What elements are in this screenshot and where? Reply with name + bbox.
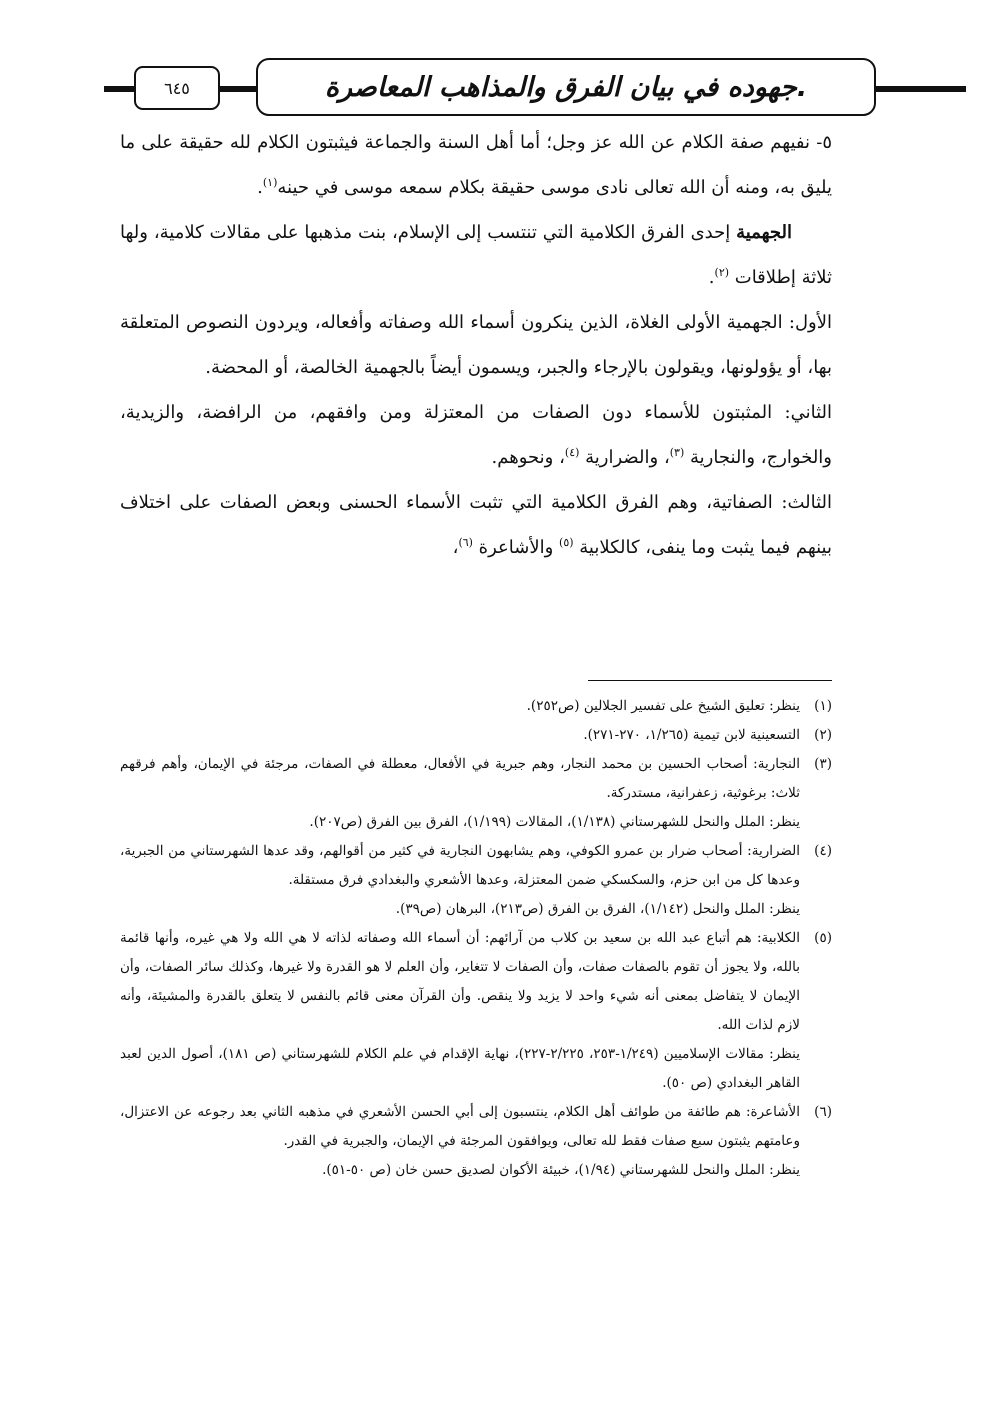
paragraph-5: [120, 480, 832, 570]
paragraph-5-lead: الثالث:: [781, 492, 832, 513]
footnote-body: [120, 692, 800, 721]
footnote-number: (٤): [814, 843, 832, 859]
footnote-body: [120, 750, 800, 837]
footnote-ref: (٥): [559, 536, 574, 549]
paragraph-3-text: الجهمية الأولى الغلاة، الذين ينكرون أسماء الله وصفاته وأفعاله، ويردون النصوص المتعلقة بها، أو يؤولونها، ويقولون بالإرجاء والجبر، ويسمون أيضاً بالجهمية الخالصة، أو المحضة.: [120, 312, 832, 378]
paragraph-2-text: إحدى الفرق الكلامية التي تنتسب إلى الإسلام، بنت مذهبها على مقالات كلامية، ولها ثلاثة إطلاقات: [120, 222, 832, 288]
paragraph-1-text: ٥- نفيهم صفة الكلام عن الله عز وجل؛ أما أهل السنة والجماعة فيثبتون الكلام لله حقيقة على ما يليق به، ومنه أن الله تعالى نادى موسى حقيقة بكلام سمعه موسى في حينه: [120, 132, 832, 198]
footnote-line: الكلابية: هم أتباع عبد الله بن سعيد بن كلاب من آرائهم: أن أسماء الله وصفاته لذاته لا هي الله ولا هي غيره، وأنها قائمة بالله، ولا يجوز أن تقوم بالصفات صفات، وأن الصفات لا تتغاير، وأن العلم لا هو القدرة ولا غيرها، وكذلك سائر الصفات، وأن الإيمان لا يتفاضل بمعنى أنه شيء واحد لا يزيد ولا ينقص. وأن القرآن معنى قائم بالنفس لا يتعلق بالقدرة والمشيئة، وأنه لازم لذات الله.: [120, 930, 800, 1033]
footnote-line: ينظر: الملل والنحل (١/١٤٢)، الفرق بن الفرق (ص٢١٣)، البرهان (ص٣٩).: [395, 901, 800, 917]
footnote-ref: (١): [262, 176, 278, 189]
footnote-line: الضرارية: أصحاب ضرار بن عمرو الكوفي، وهم يشابهون النجارية في كثير من أقوالهم، وقد عدها الشهرستاني من الجبرية، وعدها كل من ابن حزم، والسكسكي ضمن المعتزلة، وعدها الأشعري والبغدادي فرق مستقلة.: [120, 843, 800, 888]
paragraph-4-text: ، ونحوهم.: [491, 447, 565, 468]
paragraph-5-text: الصفاتية، وهم الفرق الكلامية التي تثبت الأسماء الحسنى وبعض الصفات على اختلاف بينهم فيما يثبت وما ينفى، كالكلابية: [120, 492, 832, 558]
footnotes: [120, 692, 832, 1185]
paragraph-3: [120, 300, 832, 390]
page-number: ٦٤٥: [134, 66, 220, 110]
footnote: [120, 721, 832, 750]
footnote-line: النجارية: أصحاب الحسين بن محمد النجار، وهم جبرية في الأفعال، معطلة في الصفات، مرجئة في الإيمان، وأهم فرقهم ثلاث: برغوثية، زعفرانية، مستدركة.: [120, 756, 800, 801]
paragraph-5-text: ،: [452, 537, 459, 558]
footnote-number: (٣): [814, 756, 832, 772]
footnote-line: التسعينية لابن تيمية (١/٢٦٥، ٢٧٠-٢٧١).: [583, 727, 800, 743]
footnote-number: (١): [814, 698, 832, 714]
paragraph-3-lead: الأول:: [788, 312, 832, 333]
footnote-ref: (٤): [564, 446, 580, 459]
footnote: [120, 837, 832, 924]
footnote: [120, 692, 832, 721]
footnote-body: [120, 721, 800, 750]
footnote-line: الأشاعرة: هم طائفة من طوائف أهل الكلام، ينتسبون إلى أبي الحسن الأشعري في مذهبه الثاني بعد رجوعه عن الاعتزال، وعامتهم يثبتون سبع صفات فقط لله تعالى، ويوافقون المرجئة في الإيمان، والجبرية في القدر.: [120, 1104, 800, 1149]
footnote-line: ينظر: مقالات الإسلاميين (١/٢٤٩-٢٥٣، ٢/٢٢٥-٢٢٧)، نهاية الإقدام في علم الكلام للشهرستاني (ص ١٨١)، أصول الدين لعبد القاهر البغدادي (ص ٥٠).: [120, 1046, 800, 1091]
paragraph-4-text: ، والضرارية: [579, 447, 670, 468]
footnote-body: [120, 1098, 800, 1185]
running-title: جهوده في بيان الفرق والمذاهب المعاصرة.: [256, 58, 876, 116]
footnote-ref: (٦): [458, 536, 473, 549]
paragraph-4: [120, 390, 832, 480]
footnote: [120, 924, 832, 1098]
footnote: [120, 750, 832, 837]
footnote: [120, 1098, 832, 1185]
paragraph-5-text: والأشاعرة: [472, 537, 560, 558]
footnote-ref: (٢): [714, 266, 730, 279]
footnote-line: ينظر: الملل والنحل للشهرستاني (١/٩٤)، خبيئة الأكوان لصديق حسن خان (ص ٥٠-٥١).: [322, 1162, 800, 1178]
footnote-line: ينظر: تعليق الشيخ على تفسير الجلالين (ص٢٥٢).: [526, 698, 800, 714]
footnote-body: [120, 837, 800, 924]
main-text: [120, 120, 832, 570]
paragraph-4-text: المثبتون للأسماء دون الصفات من المعتزلة ومن وافقهم، من الرافضة، والزيدية، والخوارج، والنجارية: [120, 402, 832, 468]
footnote-line: ينظر: الملل والنحل للشهرستاني (١/١٣٨)، المقالات (١/١٩٩)، الفرق بين الفرق (ص٢٠٧).: [309, 814, 800, 830]
footnote-number: (٦): [814, 1104, 832, 1120]
footnote-body: [120, 924, 800, 1098]
paragraph-4-lead: الثاني:: [784, 402, 832, 423]
paragraph-2: الجهمية إحدى الفرق الكلامية التي تنتسب إلى الإسلام، بنت مذهبها على مقالات كلامية، ولها ثلاثة إطلاقات $^{(٢)}$.: [120, 222, 832, 288]
footnote-separator: [588, 680, 832, 681]
term-jahmiyya: الجهمية: [736, 222, 792, 243]
paragraph-1: ٥- نفيهم صفة الكلام عن الله عز وجل؛ أما أهل السنة والجماعة فيثبتون الكلام لله حقيقة على ما يليق به، ومنه أن الله تعالى نادى موسى حقيقة بكلام سمعه موسى في حينه$^{(١)}$.: [120, 132, 832, 198]
footnote-number: (٢): [814, 727, 832, 743]
footnote-number: (٥): [814, 930, 832, 946]
footnote-ref: (٣): [669, 446, 685, 459]
